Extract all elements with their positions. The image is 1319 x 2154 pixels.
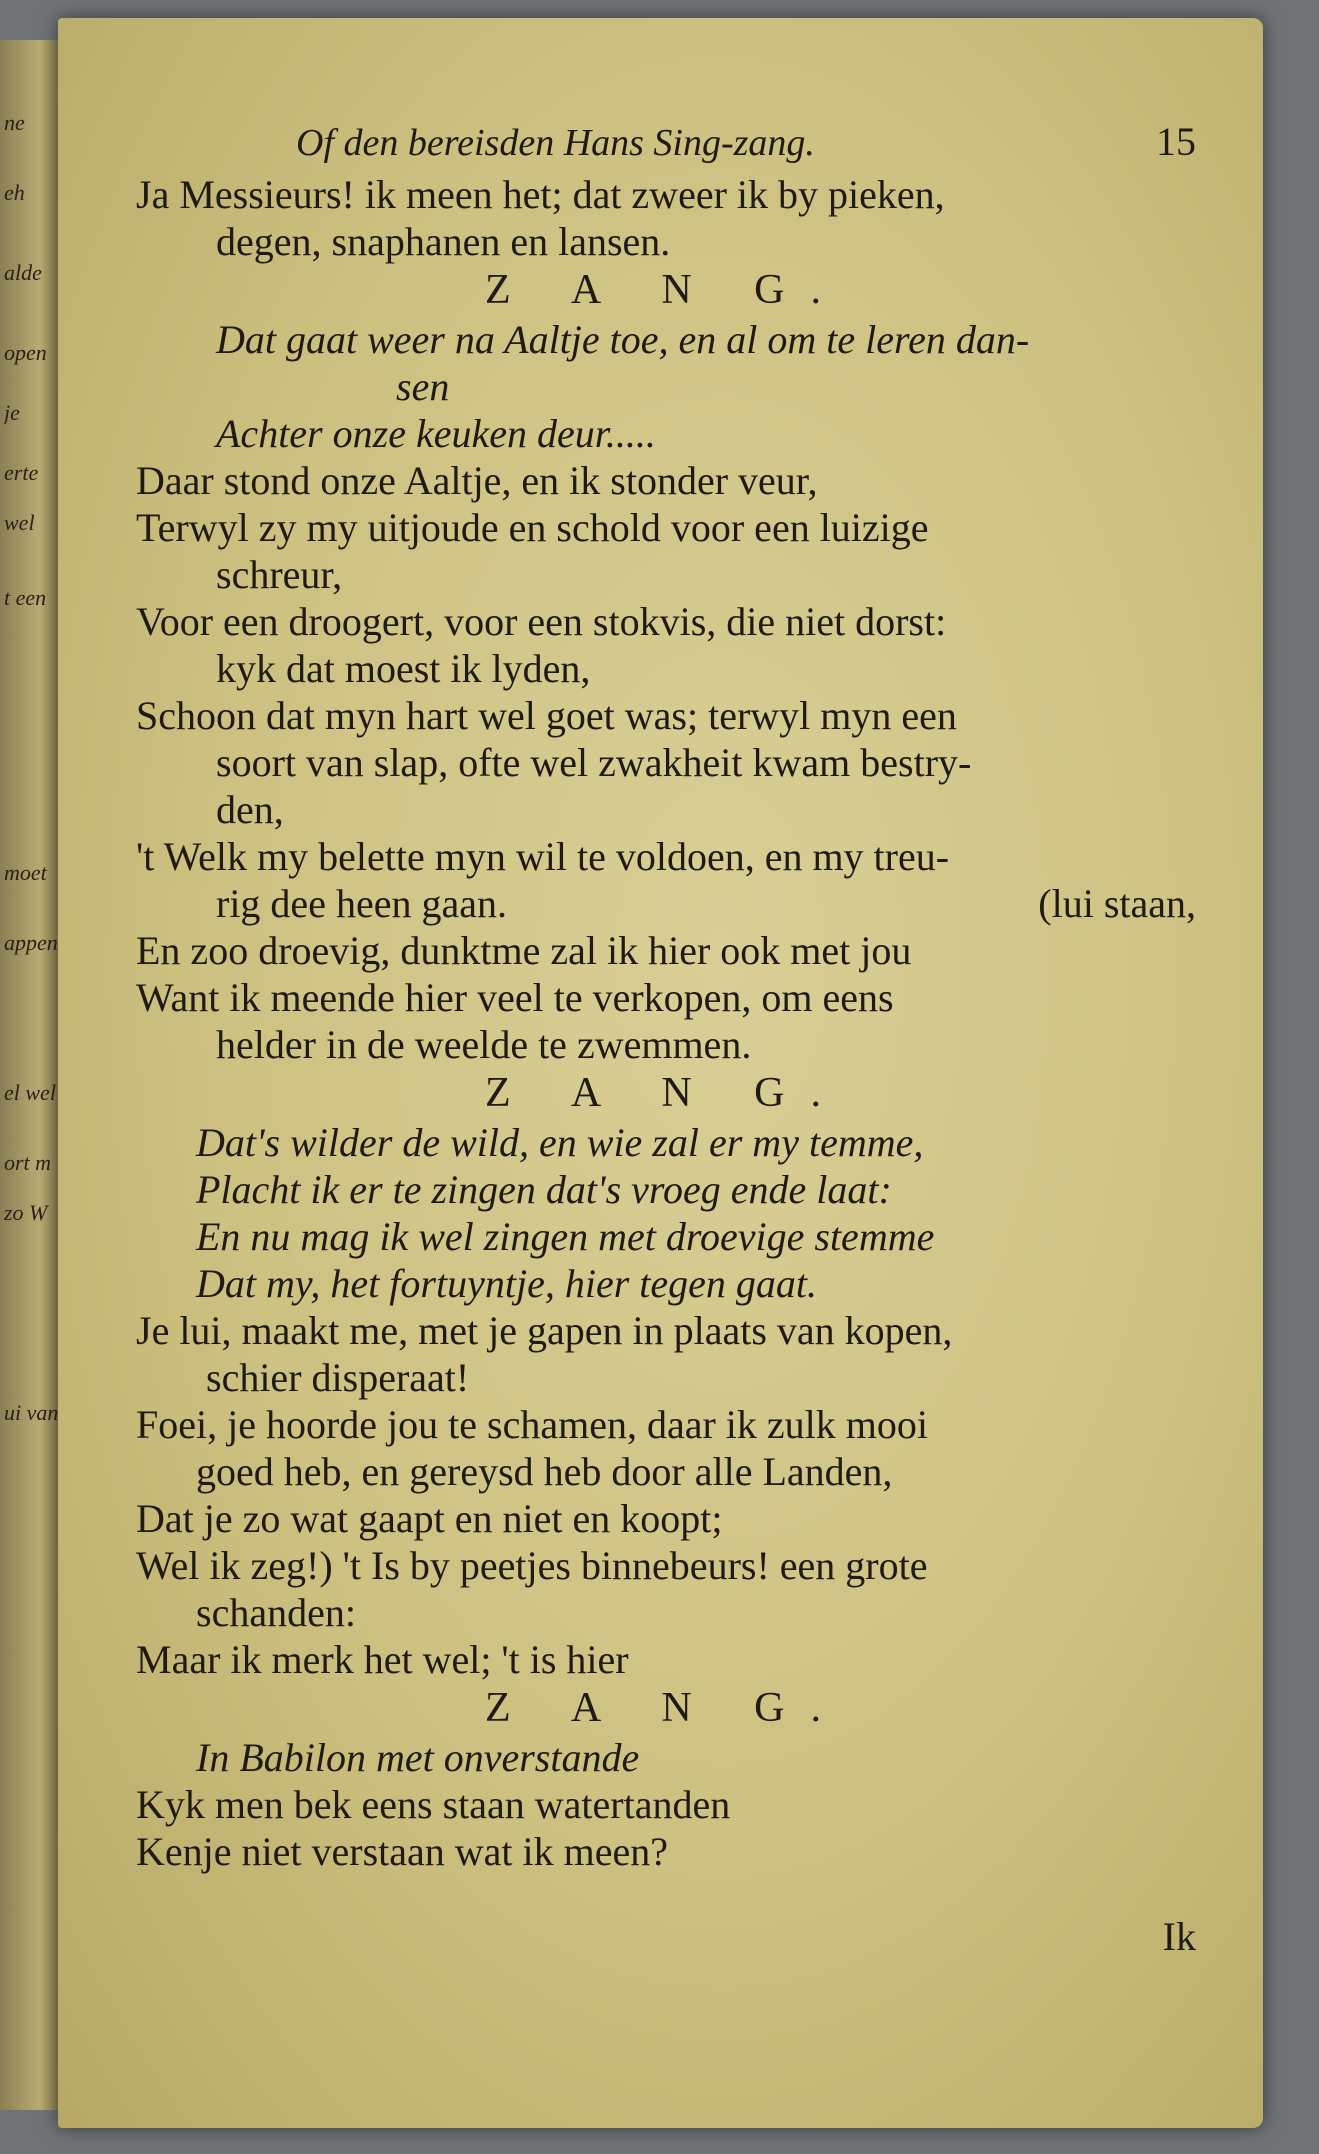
text-line: degen, snaphanen en lansen. bbox=[216, 219, 671, 264]
text-line: Je lui, maakt me, met je gapen in plaats van kopen, bbox=[136, 1308, 953, 1353]
text-line: schier disperaat! bbox=[206, 1355, 470, 1400]
text-line: Foei, je hoorde jou te schamen, daar ik zulk mooi bbox=[136, 1402, 929, 1447]
text-line: helder in de weelde te zwemmen. bbox=[216, 1022, 752, 1067]
left-page-fragment: erte bbox=[4, 460, 39, 485]
running-header bbox=[296, 118, 1196, 167]
page-number: 15 bbox=[1156, 119, 1196, 164]
text-line: goed heb, en gereysd heb door alle Landen, bbox=[196, 1449, 893, 1494]
text-line: Voor een droogert, voor een stokvis, die niet dorst: bbox=[136, 599, 947, 644]
left-page-fragment: je bbox=[4, 400, 20, 425]
song-line: En nu mag ik wel zingen met droevige stemme bbox=[196, 1214, 935, 1259]
left-page-fragment: wel bbox=[4, 510, 35, 535]
left-page-fragment: appen bbox=[4, 930, 58, 955]
song-line: Dat my, het fortuyntje, hier tegen gaat. bbox=[196, 1261, 817, 1306]
song-line: In Babilon met onverstande bbox=[196, 1735, 640, 1780]
text-line: schreur, bbox=[216, 552, 343, 597]
song-line: Placht ik er te zingen dat's vroeg ende laat: bbox=[196, 1167, 892, 1212]
text-line: Maar ik merk het wel; 't is hier bbox=[136, 1637, 629, 1682]
text-span-right: (lui staan, bbox=[1038, 881, 1196, 926]
text-line: schanden: bbox=[196, 1590, 356, 1635]
song-line: Dat gaat weer na Aaltje toe, en al om te leren dan- bbox=[216, 317, 1030, 362]
catchword: Ik bbox=[1162, 1914, 1196, 1959]
text-line: Wel ik zeg!) 't Is by peetjes binnebeurs! een grote bbox=[136, 1543, 928, 1588]
text-line: Daar stond onze Aaltje, en ik stonder veur, bbox=[136, 458, 818, 503]
zang-heading: Z A N G. bbox=[484, 1685, 847, 1731]
left-page-fragment: alde bbox=[4, 260, 42, 285]
running-title: Of den bereisden Hans Sing-zang. bbox=[296, 122, 815, 164]
text-line: den, bbox=[216, 787, 284, 832]
left-page-fragment: open bbox=[4, 340, 47, 365]
zang-heading: Z A N G. bbox=[484, 1070, 847, 1116]
text-span: rig dee heen gaan. bbox=[216, 881, 507, 926]
text-line: Terwyl zy my uitjoude en schold voor een luizige bbox=[136, 505, 929, 550]
left-page-fragment: ui van bbox=[4, 1400, 59, 1425]
text-line: Kenje niet verstaan wat ik meen? bbox=[136, 1829, 668, 1874]
text-line: Kyk men bek eens staan watertanden bbox=[136, 1782, 731, 1827]
left-page-fragment: moet bbox=[4, 860, 47, 885]
text-line: Ja Messieurs! ik meen het; dat zweer ik by pieken, bbox=[136, 172, 945, 217]
left-page-fragment: ort m bbox=[4, 1150, 52, 1175]
book-page bbox=[58, 18, 1263, 2128]
zang-heading: Z A N G. bbox=[484, 267, 847, 313]
left-page-fragment: zo W bbox=[4, 1200, 48, 1225]
text-line bbox=[136, 880, 1196, 927]
left-page-fragment: el wel bbox=[4, 1080, 56, 1105]
text-line: soort van slap, ofte wel zwakheit kwam bestry- bbox=[216, 740, 972, 785]
text-line: Dat je zo wat gaapt en niet en koopt; bbox=[136, 1496, 723, 1541]
left-page-fragment: ne bbox=[4, 110, 25, 135]
song-line: Dat's wilder de wild, en wie zal er my temme, bbox=[196, 1120, 924, 1165]
text-line: Schoon dat myn hart wel goet was; terwyl myn een bbox=[136, 693, 957, 738]
text-line: En zoo droevig, dunktme zal ik hier ook met jou bbox=[136, 928, 912, 973]
left-page-fragment: eh bbox=[4, 180, 25, 205]
page-text bbox=[136, 118, 1196, 1960]
text-line: Want ik meende hier veel te verkopen, om eens bbox=[136, 975, 894, 1020]
song-line: sen bbox=[396, 364, 450, 409]
song-line: Achter onze keuken deur..... bbox=[216, 411, 656, 456]
text-line: 't Welk my belette myn wil te voldoen, en my treu- bbox=[136, 834, 950, 879]
text-line: kyk dat moest ik lyden, bbox=[216, 646, 591, 691]
left-page-fragment: t een bbox=[4, 585, 47, 610]
